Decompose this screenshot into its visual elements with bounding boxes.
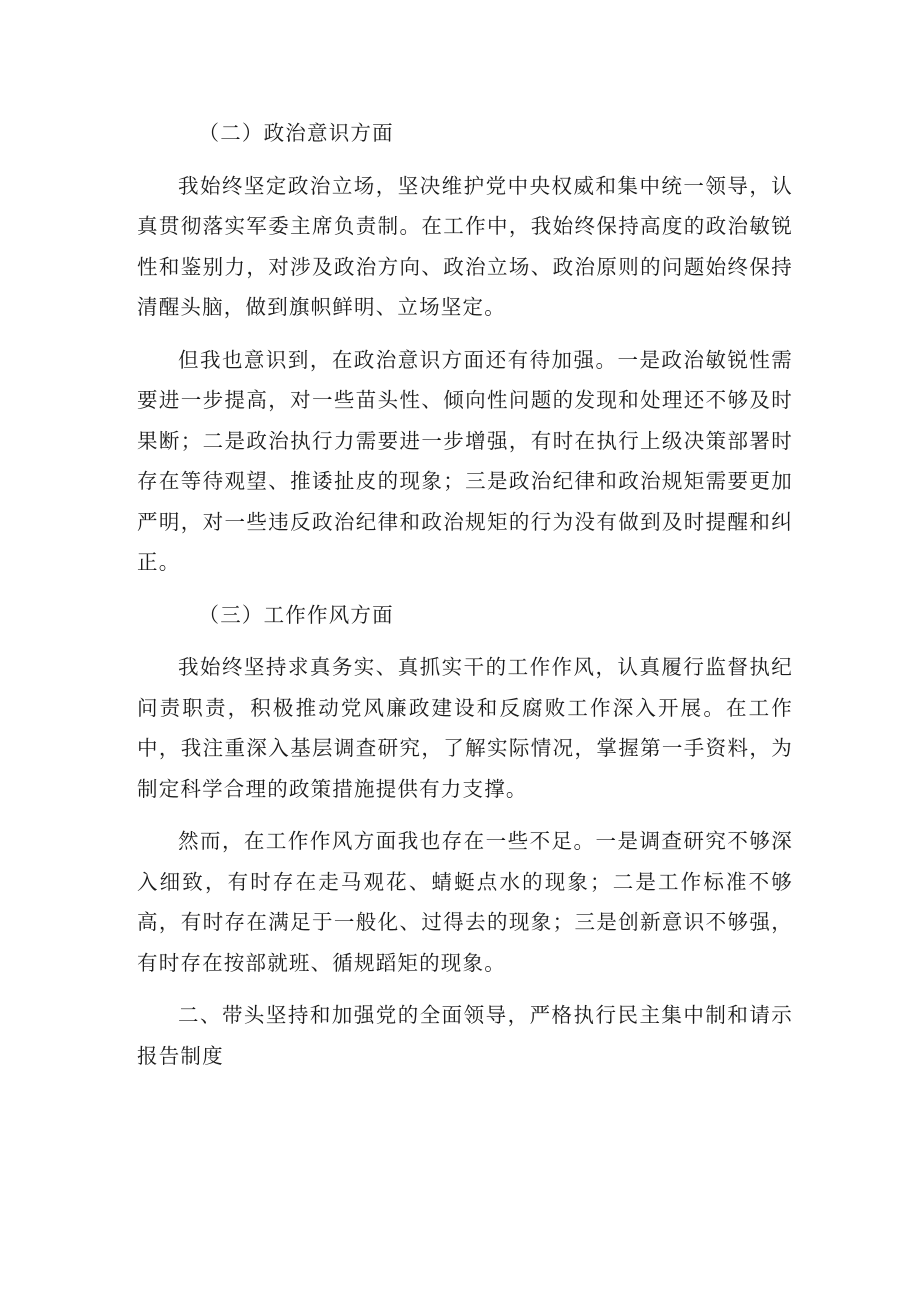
subheading-political-awareness: （二）政治意识方面 [198, 121, 394, 145]
section-heading-party-leadership: 二、带头坚持和加强党的全面领导，严格执行民主集中制和请示报告制度 [137, 1003, 793, 1068]
paragraph-work-style-shortcomings: 然而，在工作作风方面我也存在一些不足。一是调查研究不够深入细致，有时存在走马观花、蜻蜓点水的现象；二是工作标准不够高，有时存在满足于一般化、过得去的现象；三是创新意识不够强，有时存在按部就班、循规蹈矩的现象。 [137, 829, 793, 975]
paragraph-political-stance: 我始终坚定政治立场，坚决维护党中央权威和集中统一领导，认真贯彻落实军委主席负责制。在工作中，我始终保持高度的政治敏锐性和鉴别力，对涉及政治方向、政治立场、政治原则的问题始终保持清醒头脑，做到旗帜鲜明、立场坚定。 [137, 173, 793, 319]
subheading-work-style: （三）工作作风方面 [198, 602, 394, 627]
paragraph-work-style: 我始终坚持求真务实、真抓实干的工作作风，认真履行监督执纪问责职责，积极推动党风廉政建设和反腐败工作深入开展。在工作中，我注重深入基层调查研究，了解实际情况，掌握第一手资料，为制定科学合理的政策措施提供有力支撑。 [137, 655, 793, 801]
document-body [137, 113, 793, 1076]
paragraph-political-shortcomings: 但我也意识到，在政治意识方面还有待加强。一是政治敏锐性需要进一步提高，对一些苗头性、倾向性问题的发现和处理还不够及时果断；二是政治执行力需要进一步增强，有时在执行上级决策部署时存在等待观望、推诿扯皮的现象；三是政治纪律和政治规矩需要更加严明，对一些违反政治纪律和政治规矩的行为没有做到及时提醒和纠正。 [137, 347, 793, 574]
